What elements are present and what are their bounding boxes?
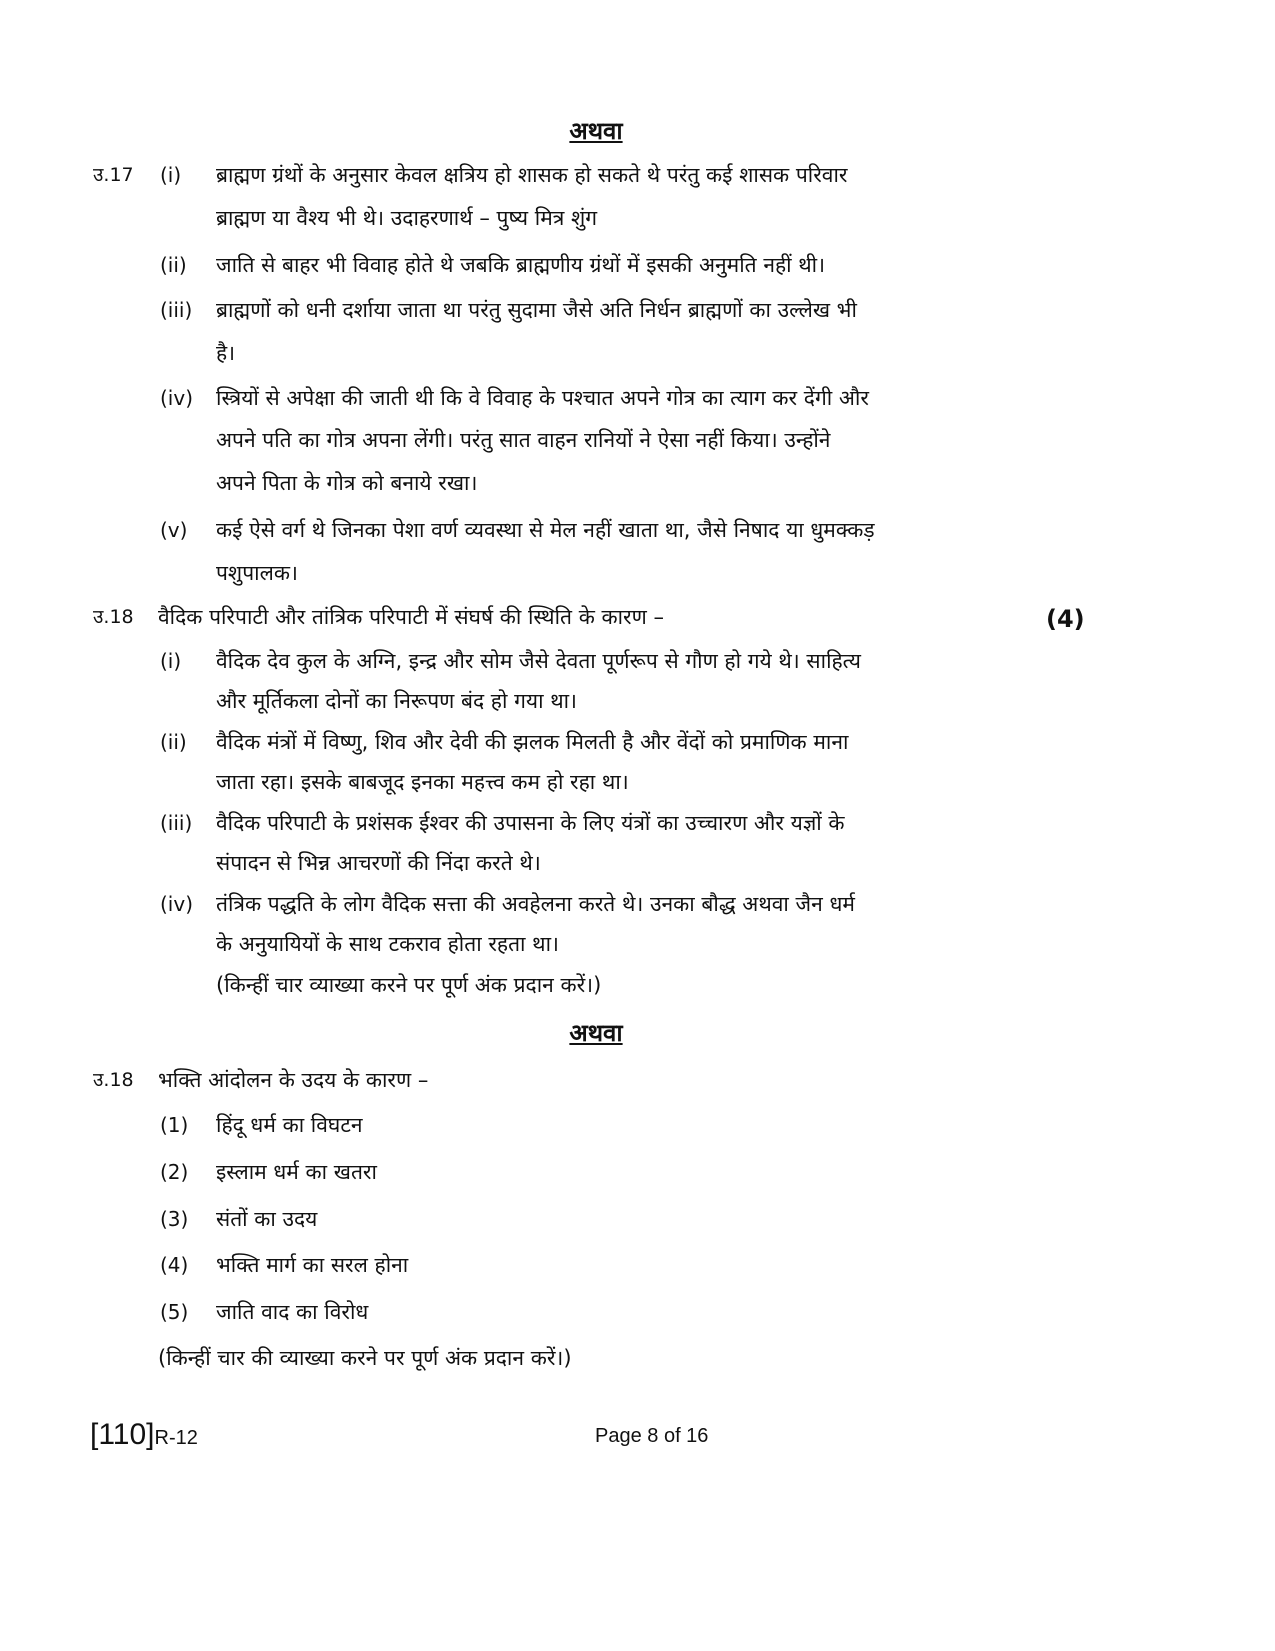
item-text-line: वैदिक देव कुल के अग्नि, इन्द्र और सोम जैसे देवता पूर्णरूप से गौण हो गये थे। साहित्य	[216, 649, 861, 673]
item-text-line: ब्राह्मण या वैश्य भी थे। उदाहरणार्थ – पुष्य मित्र शुंग	[216, 206, 598, 230]
item-label: (ii)	[160, 253, 187, 277]
item-label: (v)	[160, 518, 188, 542]
item-text-line: जाति से बाहर भी विवाह होते थे जबकि ब्राह्मणीय ग्रंथों में इसकी अनुमति नहीं थी।	[216, 253, 826, 277]
item-label: (iii)	[160, 811, 193, 835]
item-text-line: और मूर्तिकला दोनों का निरूपण बंद हो गया था।	[216, 689, 578, 713]
item-text-line: जाता रहा। इसके बाबजूद इनका महत्त्व कम हो रहा था।	[216, 770, 629, 794]
item-text: जाति वाद का विरोध	[216, 1300, 369, 1324]
item-text-line: वैदिक मंत्रों में विष्णु, शिव और देवी की झलक मिलती है और वेंदों को प्रमाणिक माना	[216, 730, 849, 754]
item-text-line: ब्राह्मणों को धनी दर्शाया जाता था परंतु सुदामा जैसे अति निर्धन ब्राह्मणों का उल्लेख भी	[216, 298, 857, 322]
item-text: संतों का उदय	[216, 1207, 318, 1231]
item-label: (1)	[160, 1113, 189, 1137]
marks-label: (4)	[1046, 605, 1085, 633]
footer-paper-code	[90, 1418, 198, 1452]
section-heading-or: अथवा	[569, 1019, 623, 1047]
item-text: हिंदू धर्म का विघटन	[216, 1113, 363, 1137]
section-heading-or: अथवा	[569, 117, 623, 145]
question-intro: भक्ति आंदोलन के उदय के कारण –	[158, 1068, 429, 1092]
question-intro: वैदिक परिपाटी और तांत्रिक परिपाटी में संघर्ष की स्थिति के कारण –	[158, 605, 665, 629]
page-number: Page 8 of 16	[595, 1425, 709, 1447]
item-text-line: पशुपालक।	[216, 561, 298, 585]
item-label: (3)	[160, 1207, 189, 1231]
item-text-line: स्त्रियों से अपेक्षा की जाती थी कि वे विवाह के पश्चात अपने गोत्र का त्याग कर देंगी और	[216, 386, 869, 410]
item-label: (iii)	[160, 298, 193, 322]
question-number: उ.18	[93, 1069, 134, 1091]
item-text: इस्लाम धर्म का खतरा	[216, 1160, 377, 1184]
question-number: उ.17	[93, 164, 134, 186]
paper-code: [110]	[90, 1418, 155, 1451]
item-text-line: अपने पिता के गोत्र को बनाये रखा।	[216, 471, 478, 495]
item-label: (2)	[160, 1160, 189, 1184]
item-label: (5)	[160, 1300, 189, 1324]
item-label: (4)	[160, 1253, 189, 1277]
question-number: उ.18	[93, 606, 134, 628]
item-text-line: ब्राह्मण ग्रंथों के अनुसार केवल क्षत्रिय हो शासक हो सकते थे परंतु कई शासक परिवार	[216, 163, 848, 187]
item-label: (i)	[160, 163, 182, 187]
paper-series: R-12	[154, 1427, 198, 1449]
item-text: भक्ति मार्ग का सरल होना	[216, 1253, 409, 1277]
item-text-line: तंत्रिक पद्धति के लोग वैदिक सत्ता की अवहेलना करते थे। उनका बौद्ध अथवा जैन धर्म	[216, 892, 855, 916]
item-text-line: संपादन से भिन्न आचरणों की निंदा करते थे।	[216, 851, 541, 875]
item-text-line: कई ऐसे वर्ग थे जिनका पेशा वर्ण व्यवस्था से मेल नहीं खाता था, जैसे निषाद या धुमक्कड़	[216, 518, 875, 542]
item-label: (iv)	[160, 386, 193, 410]
marking-note: (किन्हीं चार व्याख्या करने पर पूर्ण अंक प्रदान करें।)	[216, 973, 602, 997]
item-text-line: है।	[216, 341, 236, 365]
item-text-line: वैदिक परिपाटी के प्रशंसक ईश्वर की उपासना के लिए यंत्रों का उच्चारण और यज्ञों के	[216, 811, 845, 835]
marking-note: (किन्हीं चार की व्याख्या करने पर पूर्ण अंक प्रदान करें।)	[158, 1346, 572, 1370]
item-label: (ii)	[160, 730, 187, 754]
item-label: (iv)	[160, 892, 193, 916]
item-label: (i)	[160, 649, 182, 673]
item-text-line: के अनुयायियों के साथ टकराव होता रहता था।	[216, 932, 559, 956]
item-text-line: अपने पति का गोत्र अपना लेंगी। परंतु सात वाहन रानियों ने ऐसा नहीं किया। उन्होंने	[216, 428, 831, 452]
